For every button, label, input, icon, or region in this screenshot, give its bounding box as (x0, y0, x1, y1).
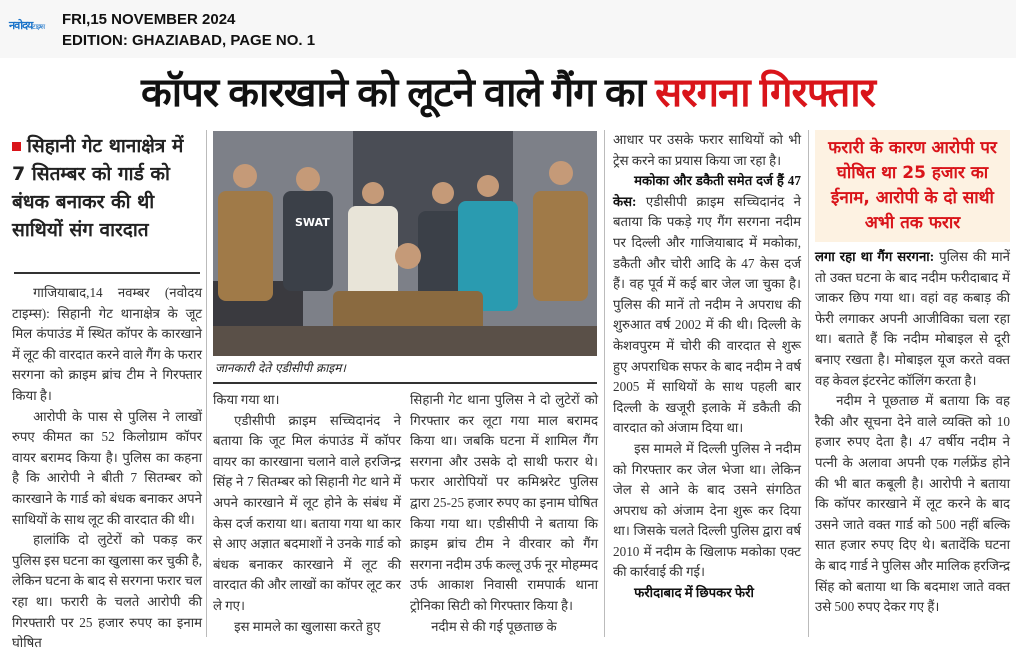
subhead: लगा रहा था गैंग सरगना: (815, 249, 935, 264)
news-photo (213, 131, 597, 356)
swat-badge: SWAT (295, 216, 330, 229)
paragraph: इस मामले का खुलासा करते हुए (234, 618, 381, 634)
paragraph: आरोपी के पास से पुलिस ने लाखों रुपए कीमत का 52 किलोग्राम कॉपर वायर बरामद किया है। पुलिस का कहना है कि आरोपी ने बीती 7 सितम्बर को कारखाने के गार्ड को बंधक बनाकर अपने साथियों के साथ लूट की वारदात की थी। (12, 408, 202, 527)
column-5 (815, 247, 1010, 637)
paragraph: एडीसीपी क्राइम सच्चिदानंद ने बताया कि पकड़े गए गैंग सरगना नदीम पर दिल्ली और गाजियाबाद में मकोका, डकैती और चोरी आदि के 47 केस दर्ज हैं। वह पूर्व में कई बार जेल जा चुका है। पुलिस की मानें तो नदीम ने अपराध की शुरुआत वर्ष 2002 में की थी। दिल्ली के केशवपुरम में चोरी की वारदात से शुरू हुए अपराधिक सफर के बाद नदीम ने वर्ष 2005 में साथियों के साथ पहली बार दिल्ली के खजूरी इलाके में डकैती की वारदात को अंजाम दिया था। (613, 193, 802, 436)
column-1 (12, 283, 202, 651)
paragraph: एडीसीपी क्राइम सच्चिदानंद ने बताया कि जूट मिल कंपाउंड में कॉपर वायर का कारखाना चलाने वाले हरजिन्द्र सिंह ने 7 सितम्बर को सिहानी गेट थाने में अपने कारखाने में लूट होने के संबंध में केस दर्ज कराया था। बताया गया था कार से आए अज्ञात बदमाशों ने उनके गार्ड को बंधक बनाकर कारखाने में लूट की वारदात की और लाखों का कॉपर लूट कर ले गए। (213, 412, 401, 613)
paragraph: नदीम से की गई पूछताछ के (431, 618, 557, 634)
column-divider (808, 130, 809, 637)
photo-caption: जानकारी देते एडीसीपी क्राइम। (215, 361, 346, 375)
paragraph: सिहानी गेट थाना पुलिस ने दो लुटेरों को गिरफ्तार कर लूटा गया माल बरामद किया था। जबकि घटना में शामिल गैंग सरगना और उसके दो साथी फरार थे। फरार आरोपियों पर कमिश्नरेट पुलिस द्वारा 25-25 हजार रुपए का इनाम घोषित किया गया था। एडीसीपी ने बताया कि क्राइम ब्रांच टीम ने वीरवार को गैंग सरगना नदीम उर्फ कल्लू उर्फ नूर मोहम्मद उर्फ आकाश निवासी रामपार्क थाना ट्रोनिका सिटी को गिरफ्तार किया है। (410, 392, 598, 613)
highlight-box: फरारी के कारण आरोपी पर घोषित था 25 हजार का ईनाम, आरोपी के दो साथी अभी तक फरार (815, 130, 1010, 242)
edition-date: FRI,15 NOVEMBER 2024 (62, 11, 236, 28)
column-3 (410, 390, 598, 637)
subheadline (12, 132, 202, 244)
paragraph: इस मामले में दिल्ली पुलिस ने नदीम को गिरफ्तार कर जेल भेजा था। लेकिन जेल से आने के बाद उसने संगठित अपराध को अंजाम देना शुरू कर दिया था। जिसके चलते दिल्ली पुलिस द्वारा वर्ष 2010 में नदीम के खिलाफ मकोका एक्ट की कार्रवाई की गई। (613, 440, 801, 580)
main-headline (0, 62, 1016, 124)
divider (213, 382, 597, 384)
column-4 (613, 130, 801, 637)
headline-black: कॉपर कारखाने को लूटने वाले गैंग का (141, 71, 656, 115)
edition-meta (62, 9, 315, 51)
edition-info: EDITION: GHAZIABAD, PAGE NO. 1 (62, 32, 316, 49)
bullet-square-icon (12, 142, 21, 151)
paragraph: गाजियाबाद,14 नवम्बर (नवोदय टाइम्स): सिहानी गेट थानाक्षेत्र के जूट मिल कंपाउंड में स्थित कॉपर के कारखाने में लूट की वारदात करने वाले गैंग के फरार सरगना को क्राइम ब्रांच टीम ने गिरफ्तार किया है। (12, 285, 202, 403)
police-press-photo (213, 131, 597, 356)
headline-red: सरगना गिरफ्तार (655, 71, 875, 115)
paragraph: पुलिस की मानें तो उक्त घटना के बाद नदीम फरीदाबाद में जाकर छिप गया था। वहां वह कबाड़ की फेरी लगाकर अपनी आजीविका चला रहा था। बताते हैं कि नदीम मोबाइल से दूरी बनाए रखता है। मोबाइल यूज करते वक्त वह केवल इंटरनेट कॉलिंग करता है। (815, 249, 1010, 388)
column-2 (213, 390, 401, 637)
column-divider (604, 130, 605, 637)
paragraph: आधार पर उसके फरार साथियों को भी ट्रेस करने का प्रयास किया जा रहा है। (613, 132, 801, 168)
divider (14, 272, 200, 274)
column-divider (206, 130, 207, 637)
subheadline-text: सिहानी गेट थानाक्षेत्र में 7 सितम्बर को गार्ड को बंधक बनाकर की थी साथियों संग वारदात (12, 135, 184, 241)
paragraph: नदीम ने पूछताछ में बताया कि वह रैकी और सूचना देने वाले व्यक्ति को 10 हजार रुपए देता है। 47 वर्षीय नदीम ने पत्नी के अलावा अपनी एक गर्लफ्रेंड होने की भी बात कबूली है। आरोपी ने बताया कि कॉपर कारखाने में लूट करने के बाद उसने जाते वक्त गार्ड को 500 नहीं बल्कि सात हजार रुपए दिए थे। बतादेंकि घटना के बाद गार्ड ने पुलिस और मालिक हरजिन्द्र सिंह को बताया था कि बदमाश जाते वक्त उसे 500 रुपए देकर गए हैं। (815, 393, 1010, 615)
subhead: फरीदाबाद में छिपकर फेरी (634, 585, 754, 601)
paragraph: किया गया था। (213, 392, 280, 407)
newspaper-logo: नवोदयटाइम्स (9, 19, 45, 32)
subhead: मकोका और डकैती समेत दर्ज हैं 47 केस: (613, 173, 801, 209)
paragraph: हालांकि दो लुटेरों को पकड़ कर पुलिस इस घटना का खुलासा कर चुकी है, लेकिन घटना के बाद से सरगना फरार चल रहा था। फरारी के चलते आरोपी की गिरफ्तारी पर 25 हजार रुपए का इनाम घोषित (12, 532, 202, 651)
edition-header (0, 0, 1016, 58)
